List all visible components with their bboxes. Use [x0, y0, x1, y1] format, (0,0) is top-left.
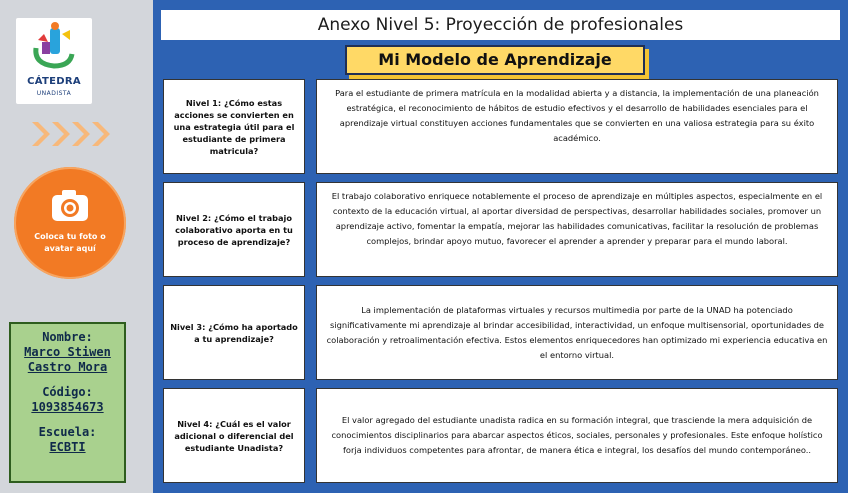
student-code: 1093854673 — [31, 400, 104, 414]
catedra-logo — [16, 18, 92, 104]
logo-title: CÁTEDRA — [27, 76, 81, 87]
level-answer[interactable]: El trabajo colaborativo enriquece notablemente el proceso de aprendizaje en múltiples aspectos, especialmente en el contexto de la educación virtual, al aportar diversidad de perspectivas, desarrollar habilidades sociales, promover un aprendizaje activo, fomentar la empatía, mejorar las habilidades comunicativas, facilitar la resolución de problemas complejos, brindar apoyo mutuo, favorecer el aprender a aprender y preparar para el mundo laboral. — [316, 182, 838, 277]
student-info-box — [9, 322, 126, 483]
level-row — [163, 79, 838, 174]
level-row — [163, 182, 838, 277]
name-label: Nombre: — [42, 330, 93, 344]
page-subtitle: Mi Modelo de Aprendizaje — [345, 45, 645, 75]
level-question: Nivel 4: ¿Cuál es el valor adicional o diferencial del estudiante Unadista? — [163, 388, 305, 483]
level-question: Nivel 3: ¿Cómo ha aportado a tu aprendizaje? — [163, 285, 305, 380]
student-name: Marco Stiwen Castro Mora — [24, 345, 111, 374]
level-row — [163, 285, 838, 380]
level-answer[interactable]: Para el estudiante de primera matrícula en la modalidad abierta y a distancia, la implementación de una planeación estratégica, el reconocimiento de hábitos de estudio efectivos y el desarrollo de habilidades esenciales para el aprendizaje virtual constituyen acciones fundamentales que se convierten en una valiosa estrategia para su éxito académico. — [316, 79, 838, 174]
main-panel — [153, 0, 848, 493]
photo-placeholder[interactable] — [14, 167, 126, 279]
page-title: Anexo Nivel 5: Proyección de profesionales — [161, 10, 840, 40]
chevron-decoration-icon — [28, 118, 128, 150]
school-label: Escuela: — [38, 425, 97, 439]
sidebar — [0, 0, 153, 493]
level-answer[interactable]: La implementación de plataformas virtuales y recursos multimedia por parte de la UNAD ha potenciado significativamente mi aprendizaje al brindar accesibilidad, interactividad, un enfoque multisensorial, oportunidades de colaboración y retroalimentación efectiva. Estos elementos enriquecedores han optimizado mi experiencia educativa en el entorno virtual. — [316, 285, 838, 380]
level-question: Nivel 2: ¿Cómo el trabajo colaborativo aporta en tu proceso de aprendizaje? — [163, 182, 305, 277]
level-answer[interactable]: El valor agregado del estudiante unadista radica en su formación integral, que trasciende la mera adquisición de conocimientos disciplinarios para abarcar aspectos éticos, sociales, personales y profesionales. Este enfoque holístico forja individuos competentes para afrontar, de manera ética e integral, los desafíos del mundo contemporáneo.. — [316, 388, 838, 483]
level-row — [163, 388, 838, 483]
catedra-logo-mark — [16, 18, 92, 76]
photo-placeholder-text: Coloca tu foto o avatar aquí — [34, 232, 106, 253]
level-question: Nivel 1: ¿Cómo estas acciones se convierten en una estrategia útil para el estudiante de primera matricula? — [163, 79, 305, 174]
camera-icon — [50, 187, 90, 223]
logo-subtitle: UNADISTA — [36, 90, 72, 97]
code-label: Código: — [42, 385, 93, 399]
student-school: ECBTI — [49, 440, 86, 454]
